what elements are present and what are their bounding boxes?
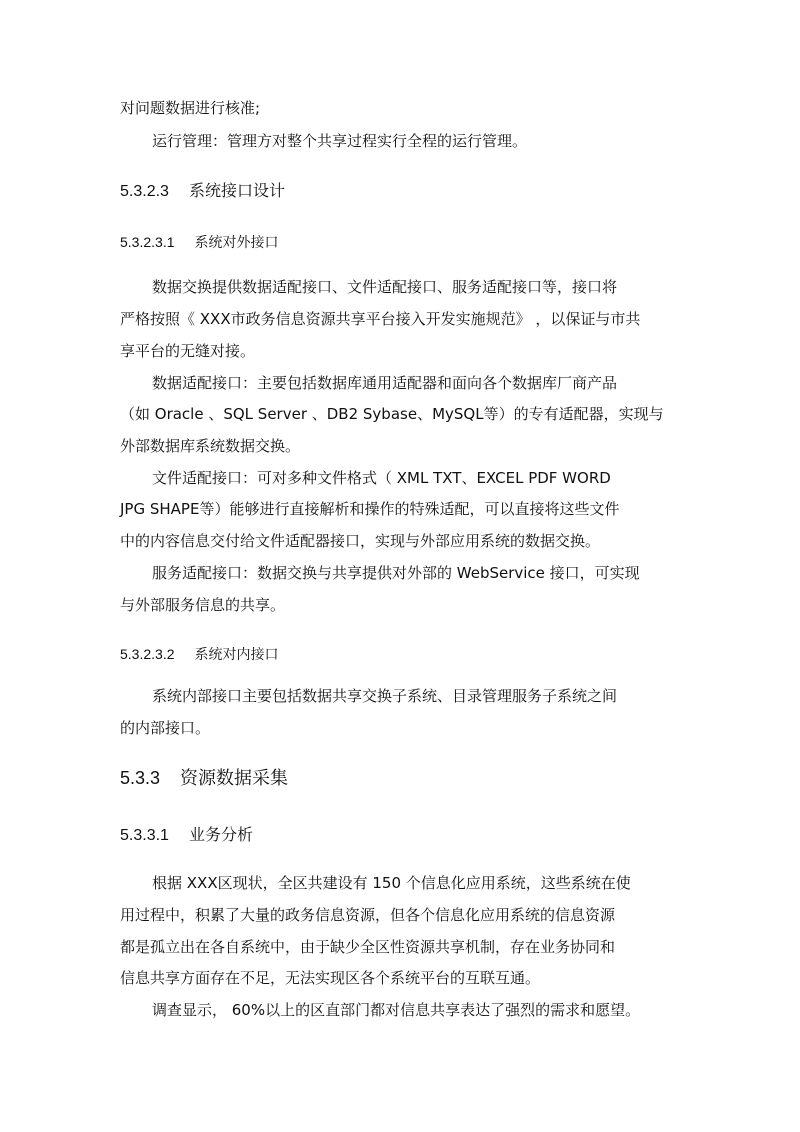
body-text-line: 中的内容信息交付给文件适配器接口，实现与外部应用系统的数据交换。 xyxy=(120,532,601,550)
body-text-line: 都是孤立出在各自系统中，由于缺少全区性资源共享机制，存在业务协同和 xyxy=(120,938,616,956)
heading-title: 系统对内接口 xyxy=(194,647,279,663)
heading-number: 5.3.2.3.2 xyxy=(120,646,175,662)
heading-number: 5.3.2.3.1 xyxy=(120,234,175,250)
body-text-line: 调查显示， 60%以上的区直部门都对信息共享表达了强烈的需求和愿望。 xyxy=(152,1001,641,1019)
body-text-line: JPG SHAPE等）能够进行直接解析和操作的特殊适配，可以直接将这些文件 xyxy=(120,500,620,518)
body-text-line: 严格按照《 XXX市政务信息资源共享平台接入开发实施规范》 ，以保证与市共 xyxy=(120,310,641,328)
body-text-line: 外部数据库系统数据交换。 xyxy=(120,437,301,455)
body-text-line: （如 Oracle 、SQL Server 、DB2 Sybase、MySQL等）的专有适配器，实现与 xyxy=(120,405,664,423)
heading-title: 系统接口设计 xyxy=(188,181,285,200)
heading-number: 5.3.3.1 xyxy=(120,827,169,844)
section-heading-5-3-2-3-2 xyxy=(120,644,279,665)
body-text-line: 用过程中，积累了大量的政务信息资源，但各个信息化应用系统的信息资源 xyxy=(120,906,616,924)
section-heading-5-3-2-3-1 xyxy=(120,232,279,253)
body-text-line: 根据 XXX区现状，全区共建设有 150 个信息化应用系统，这些系统在使 xyxy=(152,874,631,892)
section-heading-5-3-3 xyxy=(120,768,288,789)
body-text-line: 服务适配接口：数据交换与共享提供对外部的 WebService 接口，可实现 xyxy=(152,564,640,582)
heading-title: 业务分析 xyxy=(188,825,253,844)
section-heading-5-3-3-1 xyxy=(120,825,253,846)
body-text-line: 文件适配接口：可对多种文件格式（ XML TXT、EXCEL PDF WORD xyxy=(152,469,611,487)
body-text-line: 享平台的无缝对接。 xyxy=(120,342,256,360)
body-text-line: 的内部接口。 xyxy=(120,719,211,737)
body-text-line: 数据交换提供数据适配接口、文件适配接口、服务适配接口等，接口将 xyxy=(152,278,618,296)
body-text-line: 与外部服务信息的共享。 xyxy=(120,596,286,614)
body-text-line: 对问题数据进行核准; xyxy=(120,99,261,117)
heading-title: 资源数据采集 xyxy=(180,768,289,789)
section-heading-5-3-2-3 xyxy=(120,181,285,202)
body-text-line: 数据适配接口：主要包括数据库通用适配器和面向各个数据库厂商产品 xyxy=(152,374,618,392)
body-text-line: 系统内部接口主要包括数据共享交换子系统、目录管理服务子系统之间 xyxy=(152,687,618,705)
body-text-line: 信息共享方面存在不足，无法实现区各个系统平台的互联互通。 xyxy=(120,969,541,987)
heading-title: 系统对外接口 xyxy=(194,235,279,251)
heading-number: 5.3.3 xyxy=(120,768,161,788)
heading-number: 5.3.2.3 xyxy=(120,183,169,200)
body-text-line: 运行管理：管理方对整个共享过程实行全程的运行管理。 xyxy=(152,132,528,150)
